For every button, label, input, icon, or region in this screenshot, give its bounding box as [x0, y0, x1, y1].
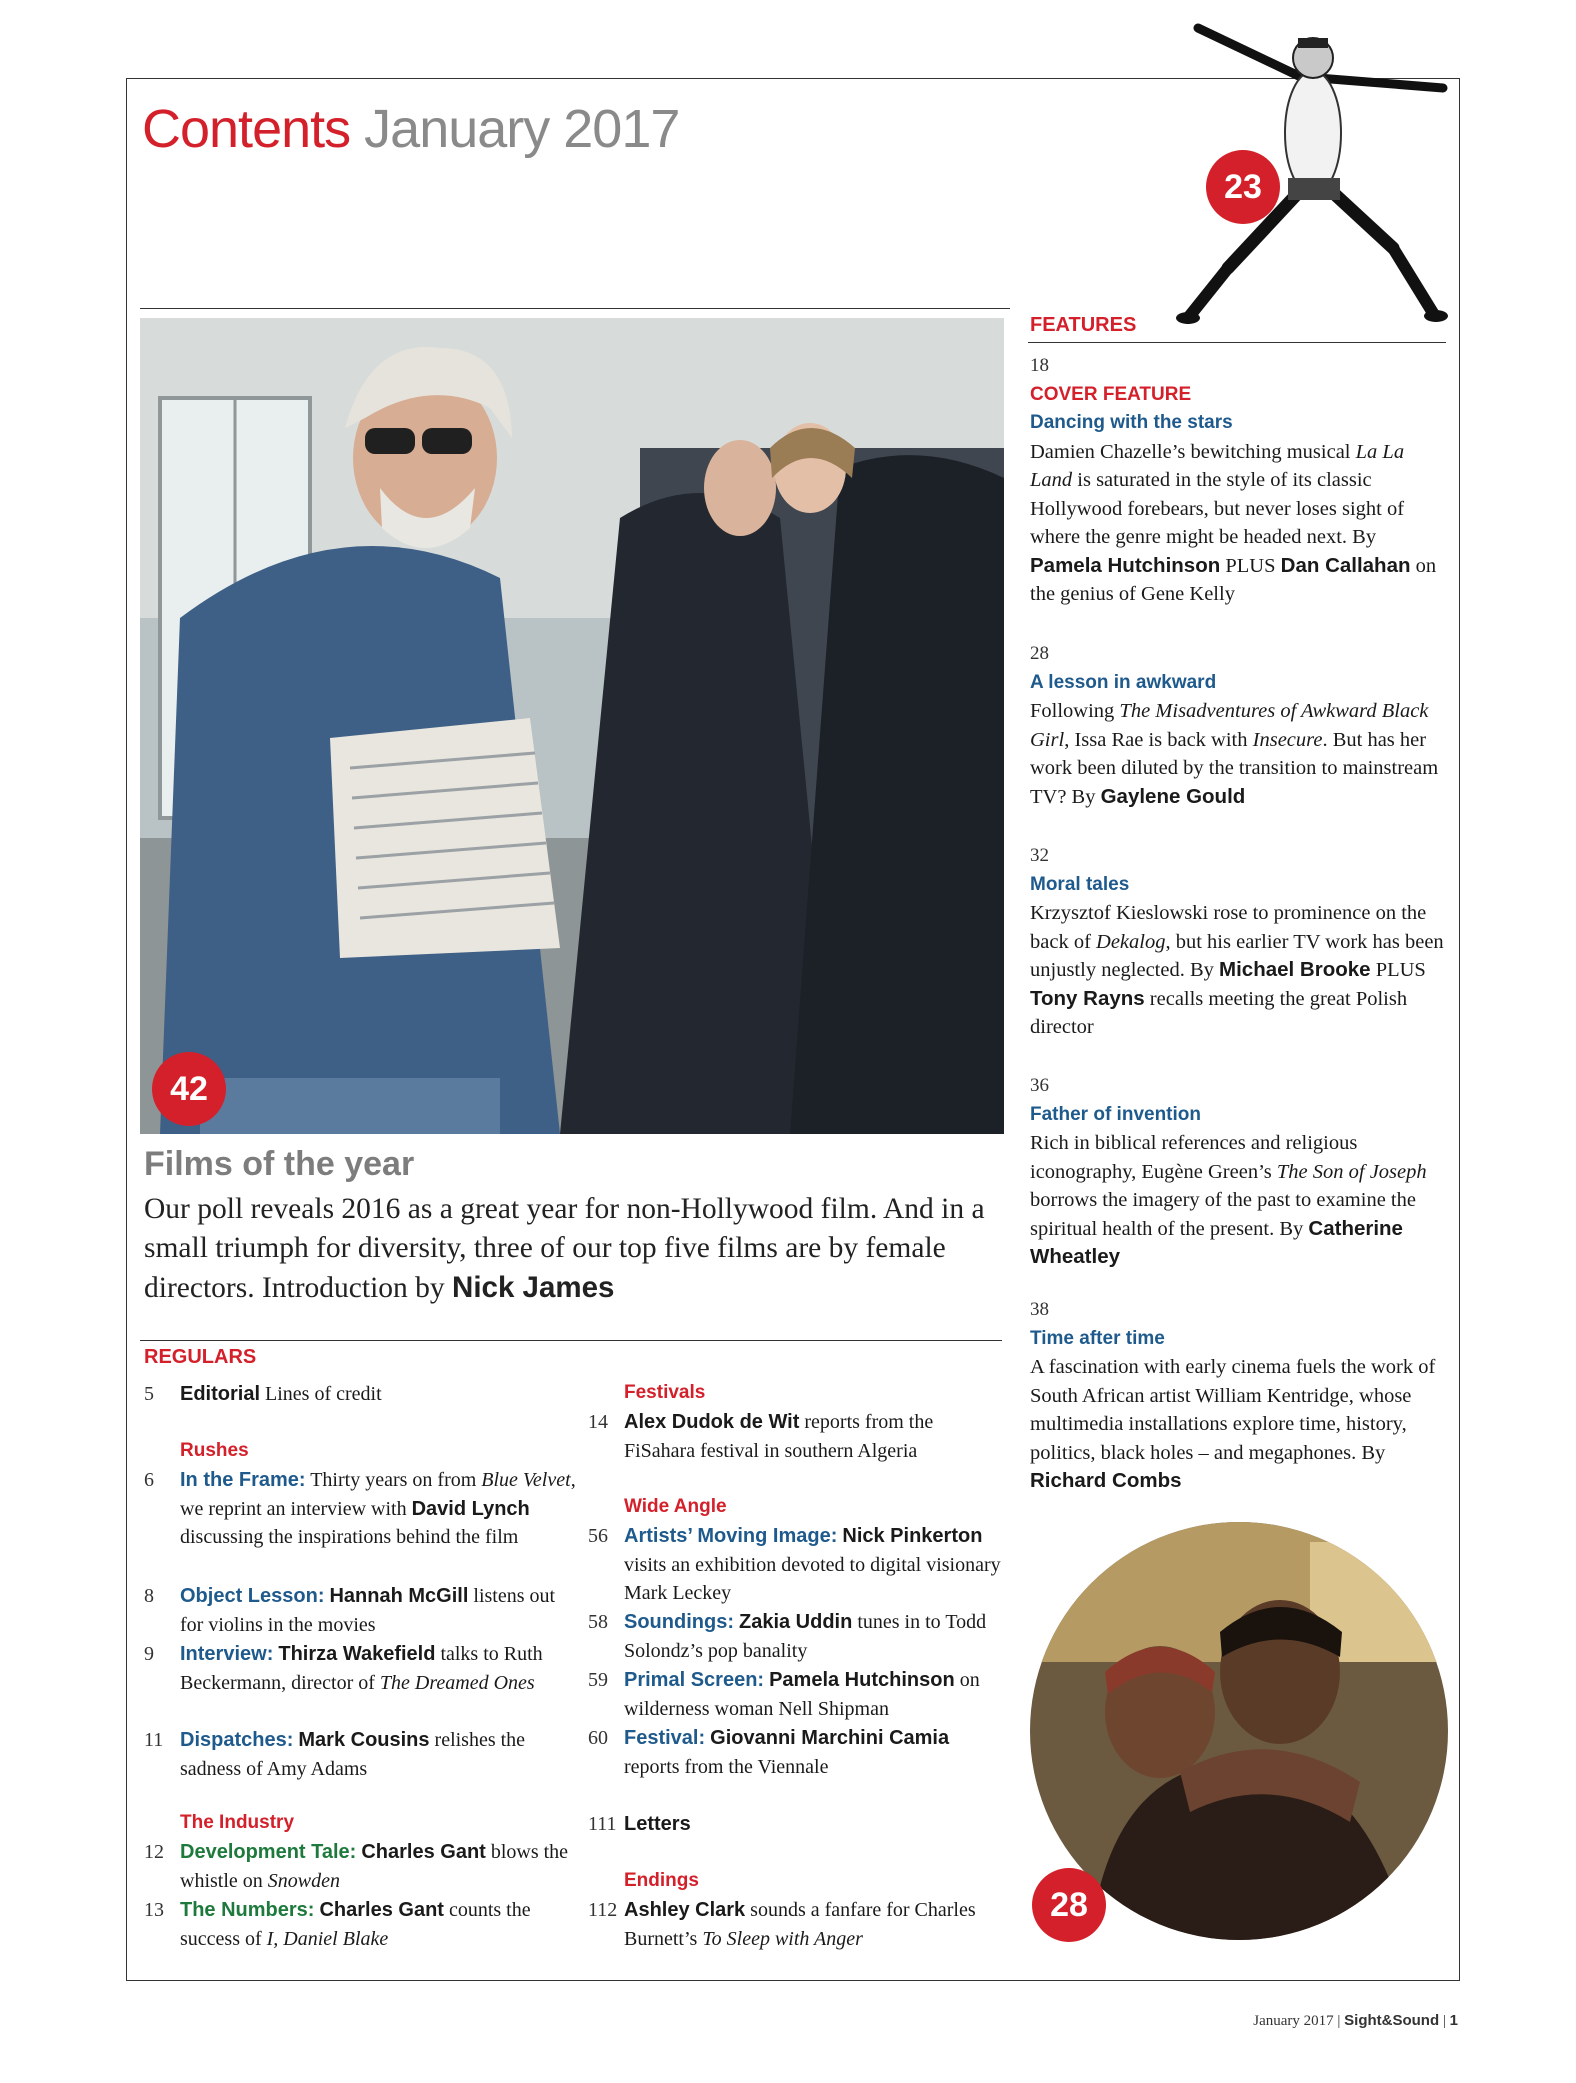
- regular-desc: relishes the sadness of Amy Adams: [180, 1729, 526, 1780]
- regular-author: Mark Cousins: [298, 1729, 430, 1751]
- regular-page: 12: [144, 1841, 164, 1863]
- hero-photo: [140, 318, 1004, 1134]
- regular-desc: on wilderness woman Nell Shipman: [624, 1669, 980, 1720]
- regular-page: 14: [588, 1411, 608, 1433]
- regular-author: Thirza Wakefield: [278, 1643, 436, 1665]
- regular-text: [180, 1896, 580, 1953]
- regular-label: Development Tale:: [180, 1841, 357, 1863]
- page-badge-28[interactable]: 28: [1032, 1868, 1106, 1942]
- regular-desc: blows the whistle on: [180, 1841, 569, 1892]
- regular-author: Charles Gant: [361, 1841, 486, 1863]
- regular-label: Artists’ Moving Image:: [624, 1525, 838, 1547]
- feature-page: 18: [1030, 355, 1049, 376]
- section-endings: Endings: [624, 1870, 699, 1891]
- regular-desc: listens out for violins in the movies: [180, 1585, 556, 1636]
- feature-body-film: The Misadventures of Awkward Black Girl: [1030, 700, 1429, 751]
- feature-body-text: A fascination with early cinema fuels the work of South African artist William Kentridge, whose multimedia installations explore time, history, politics, black holes – and megaphones. By: [1030, 1356, 1436, 1464]
- regular-author: David Lynch: [411, 1497, 530, 1520]
- regular-item[interactable]: [588, 1522, 1008, 1608]
- regular-item[interactable]: [144, 1640, 584, 1726]
- feature-title[interactable]: Moral tales: [1030, 873, 1130, 895]
- regular-item[interactable]: [588, 1666, 1008, 1724]
- feature-body: [1030, 438, 1450, 609]
- feature-body-film: The Son of Joseph: [1276, 1160, 1427, 1183]
- feature-body-film: Dekalog: [1096, 930, 1166, 953]
- regular-label: Object Lesson:: [180, 1585, 325, 1607]
- regular-page: 56: [588, 1525, 608, 1547]
- feature-body-film: La La Land: [1030, 440, 1405, 491]
- regular-label: Editorial: [180, 1383, 261, 1405]
- regular-page: 13: [144, 1899, 164, 1921]
- regular-desc: , we reprint an interview with: [180, 1469, 576, 1520]
- regular-label: The Numbers:: [180, 1899, 315, 1921]
- regular-desc: Thirty years on from: [305, 1469, 482, 1491]
- regular-desc: reports from the Viennale: [624, 1755, 829, 1778]
- feature-body-film: Insecure: [1252, 728, 1323, 751]
- feature-body: [1030, 1129, 1450, 1272]
- feature-page: 36: [1030, 1075, 1049, 1096]
- feature-body: [1030, 697, 1450, 811]
- regular-desc: reports from the FiSahara festival in southern Algeria: [624, 1411, 934, 1462]
- regular-item[interactable]: [588, 1724, 1008, 1782]
- feature-item[interactable]: [1030, 640, 1450, 811]
- page-badge-23[interactable]: 23: [1206, 150, 1280, 224]
- top-rule: [140, 308, 1010, 309]
- regular-page: 111: [588, 1813, 617, 1835]
- regular-label: Festival:: [624, 1727, 706, 1749]
- feature-title[interactable]: Father of invention: [1030, 1103, 1201, 1125]
- feature-body-text: recalls meeting the great Polish director: [1030, 987, 1408, 1038]
- feature-body-text: Following: [1030, 700, 1120, 722]
- footer-magazine: Sight&Sound: [1344, 2012, 1440, 2029]
- page-badge-42[interactable]: 42: [152, 1052, 226, 1126]
- feature-title[interactable]: Time after time: [1030, 1327, 1165, 1349]
- feature-body-text: is saturated in the style of its classic Hollywood forebears, but never loses sight of where the genre might be headed next. By: [1030, 469, 1405, 548]
- regular-label: Interview:: [180, 1643, 274, 1665]
- regular-text: [180, 1582, 580, 1639]
- section-rushes: Rushes: [180, 1440, 249, 1461]
- lead-title: Films of the year: [144, 1145, 415, 1183]
- feature-author: Pamela Hutchinson: [1030, 553, 1221, 577]
- feature-body-text: , but his earlier TV work has been unjustly neglected. By: [1030, 930, 1444, 981]
- feature-body-text: Damien Chazelle’s bewitching musical: [1030, 440, 1356, 463]
- regular-page: 11: [144, 1729, 164, 1751]
- feature-author: Tony Rayns: [1030, 986, 1145, 1010]
- regular-text: [624, 1896, 1008, 1953]
- feature-title[interactable]: A lesson in awkward: [1030, 671, 1217, 693]
- feature-title[interactable]: Dancing with the stars: [1030, 412, 1233, 433]
- feature-item[interactable]: [1030, 1072, 1450, 1272]
- feature-body-text: PLUS: [1220, 554, 1281, 577]
- regular-film: Snowden: [267, 1869, 340, 1892]
- feature-item[interactable]: [1030, 1296, 1450, 1496]
- regular-label: Primal Screen:: [624, 1669, 765, 1691]
- regular-text: [180, 1726, 580, 1783]
- regular-item[interactable]: [144, 1896, 584, 1954]
- regular-item[interactable]: [588, 1896, 1008, 1954]
- regular-page: 9: [144, 1643, 154, 1665]
- regular-text: [624, 1522, 1008, 1608]
- regular-film: Blue Velvet: [481, 1469, 571, 1491]
- regular-text: [180, 1466, 580, 1552]
- feature-body: [1030, 899, 1450, 1042]
- regular-page: 112: [588, 1899, 618, 1921]
- regular-label: Soundings:: [624, 1611, 734, 1633]
- regular-author: Zakia Uddin: [738, 1611, 853, 1633]
- regular-label: Letters: [624, 1813, 691, 1835]
- section-industry: The Industry: [180, 1812, 295, 1833]
- feature-body-text: PLUS: [1370, 959, 1426, 981]
- regular-page: 60: [588, 1727, 608, 1749]
- regular-item[interactable]: [588, 1810, 1008, 1840]
- title-contents: Contents: [142, 99, 351, 159]
- regular-film: The Dreamed Ones: [379, 1671, 535, 1694]
- regular-item[interactable]: [588, 1408, 1008, 1466]
- regular-author: Giovanni Marchini Camia: [710, 1727, 950, 1749]
- regular-page: 8: [144, 1585, 154, 1607]
- feature-author: Richard Combs: [1030, 1469, 1182, 1492]
- regular-page: 5: [144, 1383, 154, 1405]
- regular-label: In the Frame:: [180, 1469, 306, 1491]
- feature-item[interactable]: [1030, 842, 1450, 1042]
- regulars-heading: REGULARS: [144, 1346, 257, 1368]
- feature-page: 32: [1030, 845, 1049, 866]
- regular-item[interactable]: [144, 1838, 584, 1896]
- regular-film: I, Daniel Blake: [266, 1927, 389, 1950]
- footer-page-number: 1: [1449, 2012, 1458, 2029]
- page-title: [142, 98, 679, 160]
- regular-desc: visits an exhibition devoted to digital visionary Mark Leckey: [624, 1553, 1001, 1604]
- regular-film: To Sleep with Anger: [702, 1927, 863, 1950]
- regular-author: Charles Gant: [319, 1899, 444, 1921]
- regular-text: [624, 1810, 1008, 1839]
- section-festivals: Festivals: [624, 1382, 706, 1403]
- regular-text: [180, 1838, 580, 1895]
- regular-label: Dispatches:: [180, 1729, 294, 1751]
- feature-kicker: COVER FEATURE: [1030, 383, 1192, 405]
- feature-author: Catherine Wheatley: [1030, 1216, 1403, 1268]
- regular-author: Pamela Hutchinson: [769, 1669, 955, 1691]
- feature-page: 38: [1030, 1299, 1049, 1320]
- feature-body-text: borrows the imagery of the past to examine the spiritual health of the present. By: [1030, 1189, 1416, 1240]
- regular-text: [624, 1724, 1008, 1781]
- regular-text: [624, 1408, 1008, 1465]
- regular-item[interactable]: [144, 1726, 584, 1784]
- lead-text: [144, 1190, 1014, 1308]
- features-heading: FEATURES: [1030, 314, 1137, 336]
- regular-author: Hannah McGill: [329, 1585, 469, 1607]
- section-wide-angle: Wide Angle: [624, 1496, 727, 1517]
- regular-text: [180, 1640, 580, 1697]
- regular-text: [624, 1608, 1008, 1665]
- regulars-rule: [140, 1340, 1002, 1341]
- feature-author: Gaylene Gould: [1100, 784, 1246, 808]
- regular-item[interactable]: [144, 1466, 584, 1582]
- regular-desc: talks to Ruth Beckermann, director of: [180, 1643, 543, 1694]
- feature-body-text: on the genius of Gene Kelly: [1030, 554, 1437, 605]
- regular-text: [180, 1380, 580, 1409]
- title-issue: January 2017: [364, 99, 680, 159]
- feature-item[interactable]: [1030, 352, 1450, 609]
- regular-item[interactable]: [144, 1380, 584, 1410]
- feature-body-text: , Issa Rae is back with: [1064, 728, 1253, 751]
- regular-page: 58: [588, 1611, 608, 1633]
- regular-text: [624, 1666, 1008, 1723]
- regular-desc: tunes in to Todd Solondz’s pop banality: [624, 1611, 987, 1662]
- regular-page: 6: [144, 1469, 154, 1491]
- lead-text-body: Our poll reveals 2016 as a great year for non-Hollywood film. And in a small triumph for diversity, three of our top five films are by female directors. Introduction by: [144, 1193, 985, 1304]
- feature-body: [1030, 1353, 1450, 1496]
- feature-body-text: . But has her work been diluted by the transition to mainstream TV? By: [1030, 728, 1439, 808]
- regular-author: Ashley Clark: [624, 1899, 746, 1921]
- features-rule: [1028, 342, 1446, 343]
- regular-author: Nick Pinkerton: [842, 1525, 983, 1547]
- regular-author: Alex Dudok de Wit: [624, 1411, 800, 1433]
- regular-desc: counts the success of: [180, 1899, 531, 1950]
- page-footer: January 2017 | Sight&Sound | 1: [1253, 2012, 1458, 2029]
- hero-photo-illustration: [140, 318, 1004, 1134]
- regular-desc: sounds a fanfare for Charles Burnett’s: [624, 1899, 976, 1950]
- footer-date: January 2017: [1253, 2013, 1334, 2029]
- regular-item[interactable]: [144, 1582, 584, 1640]
- feature-author: Michael Brooke: [1219, 958, 1371, 981]
- regular-page: 59: [588, 1669, 608, 1691]
- lead-author: Nick James: [452, 1271, 615, 1304]
- regular-desc: discussing the inspirations behind the film: [180, 1526, 519, 1548]
- feature-page: 28: [1030, 643, 1049, 664]
- feature-body-text: Rich in biblical references and religious iconography, Eugène Green’s: [1030, 1132, 1358, 1183]
- regular-desc: Lines of credit: [260, 1383, 382, 1405]
- regular-item[interactable]: [588, 1608, 1008, 1666]
- feature-author: Dan Callahan: [1280, 553, 1411, 577]
- feature-body-text: Krzysztof Kieslowski rose to prominence on the back of: [1030, 902, 1427, 953]
